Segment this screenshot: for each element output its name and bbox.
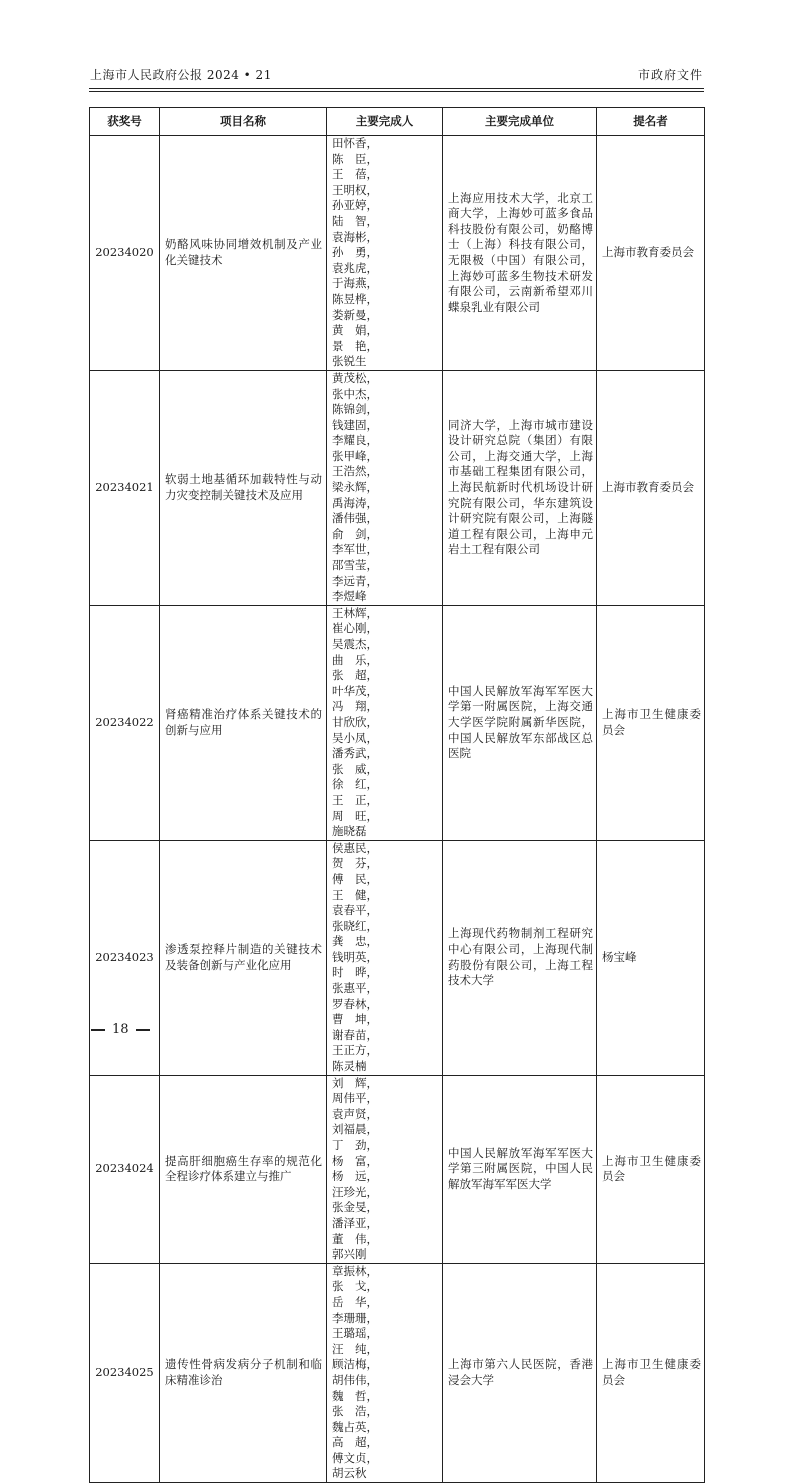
contributor-name: 钱建固， <box>332 417 378 432</box>
contributor-name: 冯 翔， <box>332 699 378 714</box>
contributor-name: 张锐生 <box>332 354 367 369</box>
award-table <box>89 107 705 1483</box>
table-row <box>90 1075 705 1263</box>
contributor-name: 岳 华， <box>332 1294 378 1309</box>
contributor-name: 张中杰， <box>332 386 378 401</box>
contributor-name: 陈 臣， <box>332 151 378 166</box>
contributor-name: 周伟平， <box>332 1091 378 1106</box>
project-name-cell: 软弱土地基循环加载特性与动力灾变控制关键技术及应用 <box>160 370 327 605</box>
main-units-cell: 同济大学，上海市城市建设设计研究总院（集团）有限公司，上海交通大学，上海市基础工程集团有限公司，上海民航新时代机场设计研究院有限公司，华东建筑设计研究院有限公司，上海隧道工程有限公司，上海申元岩土工程有限公司 <box>443 370 597 605</box>
award-number-cell: 20234024 <box>90 1075 160 1263</box>
contributor-name: 董 伟， <box>332 1231 378 1246</box>
contributor-name: 曹 坤， <box>332 1012 378 1027</box>
contributors-cell <box>327 605 443 840</box>
contributor-name: 陆 智， <box>332 213 378 228</box>
contributor-name: 张金旻， <box>332 1200 378 1215</box>
contributor-name: 张 浩， <box>332 1404 378 1419</box>
footer-dash-left <box>91 1029 105 1031</box>
contributor-name: 高 超， <box>332 1435 378 1450</box>
contributor-name: 王 蓓， <box>332 167 378 182</box>
contributor-name: 李军世， <box>332 542 378 557</box>
contributor-name: 张晓红， <box>332 918 378 933</box>
column-header-nominator: 提名者 <box>597 108 705 136</box>
contributors-cell <box>327 1075 443 1263</box>
award-number-cell: 20234025 <box>90 1263 160 1482</box>
table-row <box>90 605 705 840</box>
column-header-main-units: 主要完成单位 <box>443 108 597 136</box>
contributor-name: 杨 远， <box>332 1169 378 1184</box>
contributor-name: 陈锦剑， <box>332 402 378 417</box>
contributor-name: 田怀香， <box>332 136 378 150</box>
project-name-cell: 肾癌精准治疗体系关键技术的创新与应用 <box>160 605 327 840</box>
contributors-cell <box>327 840 443 1075</box>
contributor-name: 胡云秋 <box>332 1466 367 1481</box>
contributor-name: 王正方， <box>332 1043 378 1058</box>
contributor-name: 孙亚婷， <box>332 198 378 213</box>
contributor-name: 谢春苗， <box>332 1027 378 1042</box>
contributor-name: 陈昱桦， <box>332 291 378 306</box>
contributors-cell <box>327 136 443 371</box>
contributor-name: 娄新曼， <box>332 307 378 322</box>
contributor-name: 钱明英， <box>332 949 378 964</box>
award-number-cell: 20234023 <box>90 840 160 1075</box>
contributor-name: 王 健， <box>332 887 378 902</box>
contributor-name: 李煜峰 <box>332 589 367 604</box>
nominator-cell: 上海市卫生健康委员会 <box>597 1263 705 1482</box>
header-section-title: 市政府文件 <box>637 68 703 82</box>
contributor-name: 潘泽亚， <box>332 1215 378 1230</box>
contributor-name: 侯惠民， <box>332 840 378 855</box>
contributor-name: 徐 红， <box>332 777 378 792</box>
header-rule-top <box>89 88 704 89</box>
project-name-cell: 渗透泵控释片制造的关键技术及装备创新与产业化应用 <box>160 840 327 1075</box>
project-name-cell: 提高肝细胞癌生存率的规范化全程诊疗体系建立与推广 <box>160 1075 327 1263</box>
nominator-cell: 上海市卫生健康委员会 <box>597 605 705 840</box>
contributors-cell <box>327 370 443 605</box>
contributor-name: 袁海彬， <box>332 229 378 244</box>
contributor-name: 刘福晨， <box>332 1122 378 1137</box>
main-units-cell: 上海市第六人民医院，香港浸会大学 <box>443 1263 597 1482</box>
contributor-name: 丁 劲， <box>332 1138 378 1152</box>
contributor-name: 郭兴刚 <box>332 1247 367 1262</box>
contributor-name: 王明权， <box>332 182 378 197</box>
contributor-name: 王璐瑶， <box>332 1326 378 1341</box>
main-units-cell: 上海应用技术大学，北京工商大学，上海妙可蓝多食品科技股份有限公司，奶酪博士（上海）科技有限公司，无限极（中国）有限公司，上海妙可蓝多生物技术研发有限公司，云南新希望邓川蝶泉乳业有限公司 <box>443 136 597 371</box>
header-rule-bottom <box>89 91 704 92</box>
contributor-name: 王浩然， <box>332 464 378 479</box>
main-units-cell: 中国人民解放军海军军医大学第一附属医院，上海交通大学医学院附属新华医院，中国人民解放军东部战区总医院 <box>443 605 597 840</box>
contributor-name: 吴小凤， <box>332 730 378 745</box>
project-name-cell: 遗传性骨病发病分子机制和临床精准诊治 <box>160 1263 327 1482</box>
contributor-name: 崔心刚， <box>332 621 378 636</box>
nominator-cell: 上海市卫生健康委员会 <box>597 1075 705 1263</box>
contributors-cell <box>327 1263 443 1482</box>
contributor-name: 袁春平， <box>332 903 378 918</box>
contributor-name: 张甲峰， <box>332 448 378 463</box>
contributor-name: 龚 忠， <box>332 934 378 949</box>
contributor-name: 魏 哲， <box>332 1388 378 1403</box>
contributor-name: 傅文贞， <box>332 1450 378 1465</box>
footer-dash-right <box>136 1029 150 1031</box>
page-footer <box>91 1022 150 1037</box>
contributor-name: 潘秀武， <box>332 746 378 761</box>
contributor-name: 罗春林， <box>332 996 378 1011</box>
contributor-name: 杨 富， <box>332 1153 378 1168</box>
table-header-row <box>90 108 705 136</box>
nominator-cell: 上海市教育委员会 <box>597 136 705 371</box>
main-units-cell: 中国人民解放军海军军医大学第三附属医院，中国人民解放军海军军医大学 <box>443 1075 597 1263</box>
table-row <box>90 1263 705 1482</box>
contributor-name: 景 艳， <box>332 338 378 353</box>
contributor-name: 李远青， <box>332 573 378 588</box>
contributor-name: 章振林， <box>332 1263 378 1278</box>
contributor-name: 张 超， <box>332 668 378 683</box>
contributor-name: 汪 纯， <box>332 1341 378 1356</box>
contributor-name: 李耀良， <box>332 433 378 448</box>
contributor-name: 袁声贤， <box>332 1106 378 1121</box>
contributor-name: 顾洁梅， <box>332 1357 378 1372</box>
contributor-name: 于海燕， <box>332 276 378 291</box>
contributor-name: 禹海涛， <box>332 495 378 510</box>
contributor-name: 叶华茂， <box>332 683 378 698</box>
contributor-name: 周 旺， <box>332 808 378 823</box>
contributor-name: 陈灵楠 <box>332 1059 367 1074</box>
contributor-name: 汪珍光， <box>332 1184 378 1199</box>
column-header-main-contributors: 主要完成人 <box>327 108 443 136</box>
column-header-award-number: 获奖号 <box>90 108 160 136</box>
contributor-name: 吴震杰， <box>332 637 378 651</box>
award-number-cell: 20234020 <box>90 136 160 371</box>
contributor-name: 俞 剑， <box>332 526 378 541</box>
contributor-name: 张惠平， <box>332 981 378 996</box>
contributor-name: 刘 辉， <box>332 1075 378 1090</box>
contributor-name: 胡伟伟， <box>332 1372 378 1387</box>
contributor-name: 孙 勇， <box>332 245 378 260</box>
award-number-cell: 20234022 <box>90 605 160 840</box>
contributor-name: 甘欣欣， <box>332 714 378 729</box>
contributor-name: 施晓磊 <box>332 824 367 839</box>
contributor-name: 王 正， <box>332 792 378 807</box>
header-publication-title: 上海市人民政府公报 2024 • 21 <box>90 68 272 82</box>
table-row <box>90 840 705 1075</box>
contributor-name: 张 戈， <box>332 1279 378 1294</box>
contributor-name: 黄 娟， <box>332 323 378 338</box>
page-number: 18 <box>112 1022 129 1037</box>
nominator-cell: 杨宝峰 <box>597 840 705 1075</box>
contributor-name: 曲 乐， <box>332 652 378 667</box>
project-name-cell: 奶酪风味协同增效机制及产业化关键技术 <box>160 136 327 371</box>
award-number-cell: 20234021 <box>90 370 160 605</box>
nominator-cell: 上海市教育委员会 <box>597 370 705 605</box>
table-row <box>90 370 705 605</box>
contributor-name: 李珊珊， <box>332 1310 378 1325</box>
contributor-name: 时 晔， <box>332 965 378 980</box>
main-units-cell: 上海现代药物制剂工程研究中心有限公司，上海现代制药股份有限公司，上海工程技术大学 <box>443 840 597 1075</box>
contributor-name: 傅 民， <box>332 871 378 886</box>
contributor-name: 梁永辉， <box>332 480 378 495</box>
contributor-name: 魏占英， <box>332 1419 378 1434</box>
contributor-name: 张 威， <box>332 761 378 776</box>
contributor-name: 袁兆虎， <box>332 260 378 275</box>
contributor-name: 王林辉， <box>332 605 378 620</box>
contributor-name: 邵雪莹， <box>332 558 378 573</box>
column-header-project-name: 项目名称 <box>160 108 327 136</box>
contributor-name: 潘伟强， <box>332 511 378 526</box>
contributor-name: 黄茂松， <box>332 370 378 385</box>
contributor-name: 贺 芬， <box>332 856 378 871</box>
table-row <box>90 136 705 371</box>
